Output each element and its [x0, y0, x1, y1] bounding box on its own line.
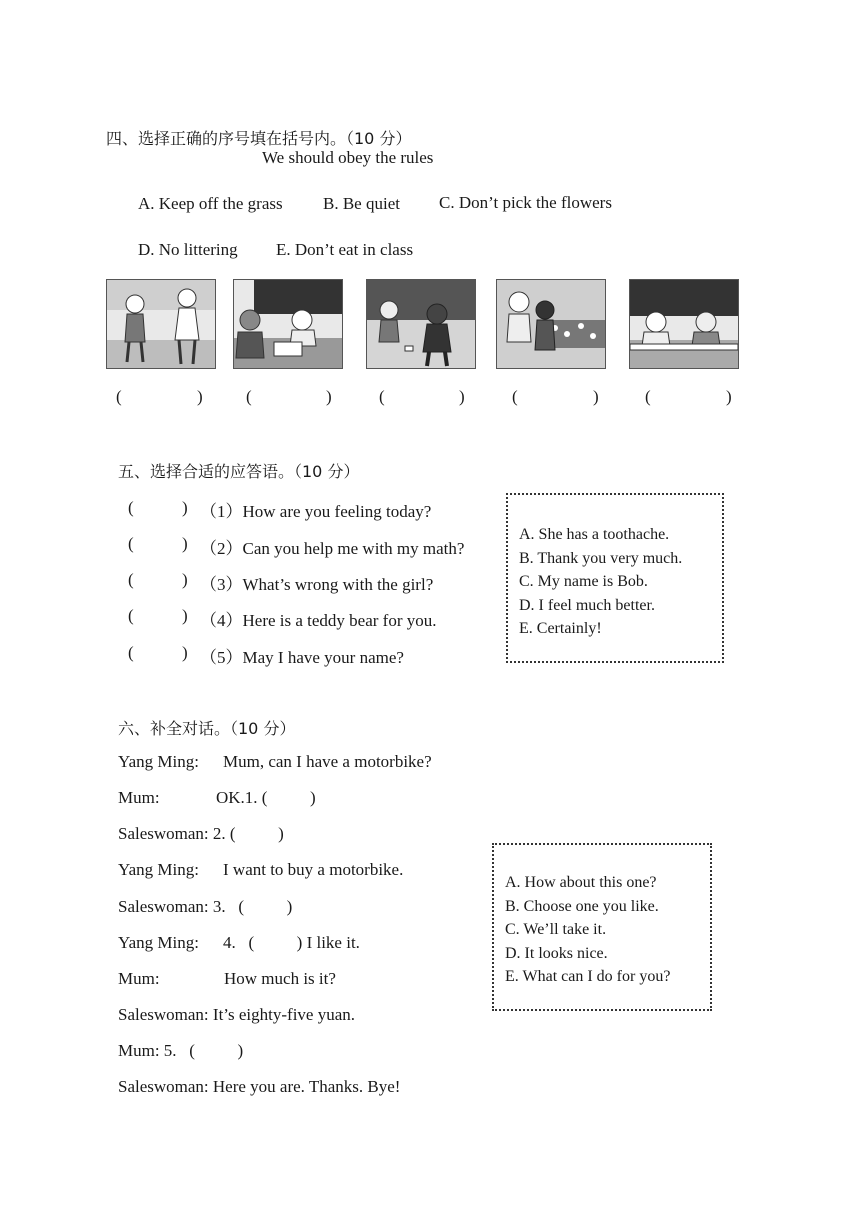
answer-option-b: B. Thank you very much. [519, 549, 683, 567]
dialogue-option-b: B. Choose one you like. [505, 897, 659, 915]
answer-option-c: C. My name is Bob. [519, 573, 648, 590]
child-picking-flowers-picture [496, 279, 606, 369]
q3-blank-close: ) [182, 570, 188, 589]
dialogue-speaker-1: Yang Ming: [118, 752, 199, 771]
picture1-blank-close: ) [197, 387, 203, 406]
picture4-blank-open[interactable]: ( [512, 387, 518, 406]
dialogue-line-2[interactable]: OK.1. ( ) [216, 788, 316, 807]
answer-option-d: D. I feel much better. [519, 596, 655, 614]
dialogue-line-4: I want to buy a motorbike. [223, 860, 404, 879]
q1-blank-open[interactable]: ( [128, 498, 134, 517]
dialogue-speaker-3[interactable]: Saleswoman: 2. ( ) [118, 824, 284, 843]
q4-blank-close: ) [182, 606, 188, 625]
children-littering-picture [366, 279, 476, 369]
option-d: D. No littering [138, 240, 238, 259]
q1-blank-close: ) [182, 498, 188, 517]
option-e: E. Don’t eat in class [276, 240, 414, 259]
q5-blank-close: ) [182, 643, 188, 662]
dialogue-speaker-5[interactable]: Saleswoman: 3. ( ) [118, 897, 293, 916]
q2-blank-close: ) [182, 534, 188, 553]
q4-blank-open[interactable]: ( [128, 606, 134, 625]
question-2: （2）Can you help me with my math? [200, 539, 465, 558]
answer-option-a: A. She has a toothache. [519, 526, 670, 543]
students-eating-in-class-picture [629, 279, 739, 369]
picture5-blank-close: ) [726, 387, 732, 406]
dialogue-line-6[interactable]: 4. ( ) I like it. [223, 933, 360, 952]
q2-blank-open[interactable]: ( [128, 534, 134, 553]
option-b: B. Be quiet [323, 194, 400, 213]
question-5: （5）May I have your name? [200, 648, 404, 667]
dialogue-speaker-4: Yang Ming: [118, 860, 199, 879]
q5-blank-open[interactable]: ( [128, 643, 134, 662]
dialogue-speaker-6: Yang Ming: [118, 933, 199, 952]
section4-heading: 四、选择正确的序号填在括号内。（10 分） [106, 129, 412, 148]
picture2-blank-open[interactable]: ( [246, 387, 252, 406]
option-a: A. Keep off the grass [138, 194, 283, 213]
section4-subtitle: We should obey the rules [262, 148, 434, 167]
dialogue-line-1: Mum, can I have a motorbike? [223, 752, 432, 771]
question-3: （3）What’s wrong with the girl? [200, 575, 434, 594]
dialogue-option-d: D. It looks nice. [505, 944, 608, 962]
dialogue-option-a: A. How about this one? [505, 874, 657, 891]
section6-heading: 六、补全对话。（10 分） [118, 719, 296, 738]
q3-blank-open[interactable]: ( [128, 570, 134, 589]
picture2-blank-close: ) [326, 387, 332, 406]
answer-options-box [506, 493, 724, 663]
picture5-blank-open[interactable]: ( [645, 387, 651, 406]
dialogue-option-e: E. What can I do for you? [505, 968, 671, 985]
option-c: C. Don’t pick the flowers [439, 193, 612, 212]
girl-in-classroom-picture [233, 279, 343, 369]
dialogue-option-c: C. We’ll take it. [505, 921, 607, 938]
kids-playing-on-grass-picture [106, 279, 216, 369]
dialogue-options-box [492, 843, 712, 1011]
dialogue-speaker-7: Mum: [118, 969, 160, 988]
picture1-blank-open[interactable]: ( [116, 387, 122, 406]
picture3-blank-close: ) [459, 387, 465, 406]
dialogue-speaker-8: Saleswoman: It’s eighty-five yuan. [118, 1005, 356, 1024]
answer-option-e: E. Certainly! [519, 620, 602, 637]
dialogue-speaker-2: Mum: [118, 788, 160, 807]
picture4-blank-close: ) [593, 387, 599, 406]
question-1: （1）How are you feeling today? [200, 502, 432, 521]
dialogue-line-7: How much is it? [224, 969, 336, 988]
dialogue-speaker-10: Saleswoman: Here you are. Thanks. Bye! [118, 1077, 401, 1096]
question-4: （4）Here is a teddy bear for you. [200, 611, 437, 630]
section5-heading: 五、选择合适的应答语。（10 分） [118, 462, 360, 481]
picture3-blank-open[interactable]: ( [379, 387, 385, 406]
dialogue-speaker-9[interactable]: Mum: 5. ( ) [118, 1041, 244, 1060]
